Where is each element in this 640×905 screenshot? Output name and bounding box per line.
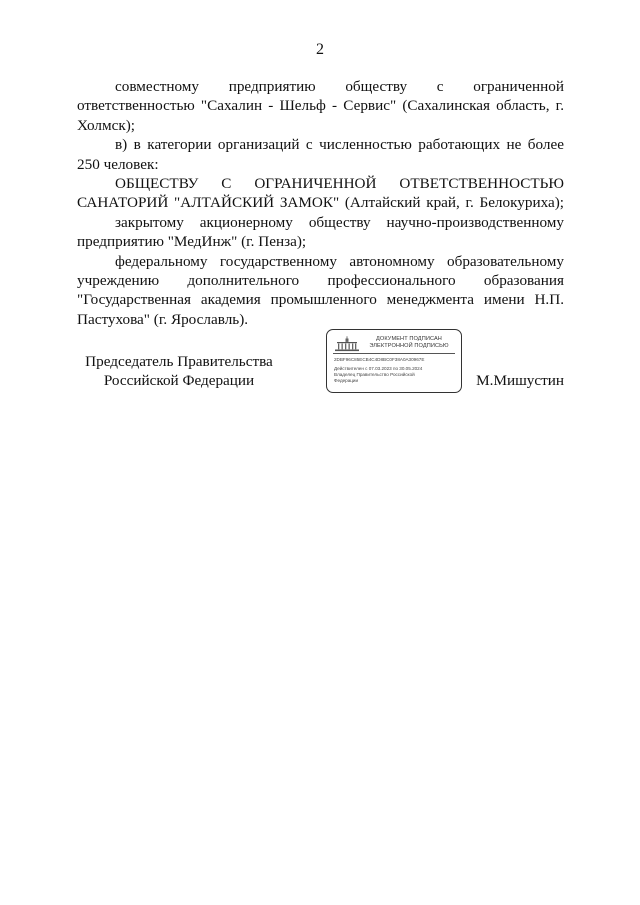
electronic-signature-stamp <box>326 329 462 393</box>
stamp-title-line1: ДОКУМЕНТ ПОДПИСАН <box>376 336 442 342</box>
signatory-position-line2: Российской Федерации <box>103 372 255 389</box>
paragraph-medinzh: закрытому акционерному обществу научно-производственному предприятию "МедИнж" (г. Пенза); <box>77 213 564 251</box>
government-building-icon <box>334 336 360 352</box>
stamp-owner-line1: Владелец Правительство Российской <box>334 372 415 377</box>
signatory-position-line1: Председатель Правительства <box>85 353 273 370</box>
stamp-owner-line2: Федерации <box>334 378 359 383</box>
page-number: 2 <box>316 41 324 58</box>
stamp-divider <box>333 353 455 354</box>
paragraph-category: в) в категории организаций с численностью работающих не более 250 человек: <box>77 136 564 173</box>
document-body <box>77 77 564 329</box>
stamp-validity: Действителен с 07.03.2023 по 30.05.2024 <box>334 366 423 371</box>
signatory-name: М.Мишустин <box>476 372 564 389</box>
stamp-title-line2: ЭЛЕКТРОННОЙ ПОДПИСЬЮ <box>369 343 449 349</box>
paragraph-academy: федеральному государственному автономному образовательному учреждению дополнительного профессионального образования "Государственная академия промышленного менеджмента имени Н.П. Пастухова" (г. Ярославль). <box>77 252 564 328</box>
paragraph-sakhalin: совместному предприятию обществу с ограниченной ответственностью "Сахалин - Шельф - Сервис" (Сахалинская область, г. Холмск); <box>77 78 564 134</box>
stamp-certificate: 2DBF96C85ECB4C4D8BC0F38A0A30967E <box>334 357 425 362</box>
paragraph-sanatorium: ОБЩЕСТВУ С ОГРАНИЧЕННОЙ ОТВЕТСТВЕННОСТЬЮ САНАТОРИЙ "АЛТАЙСКИЙ ЗАМОК" (Алтайский край, г. Белокуриха); <box>77 175 564 212</box>
signatory-position <box>78 352 280 390</box>
stamp-title <box>361 336 457 350</box>
